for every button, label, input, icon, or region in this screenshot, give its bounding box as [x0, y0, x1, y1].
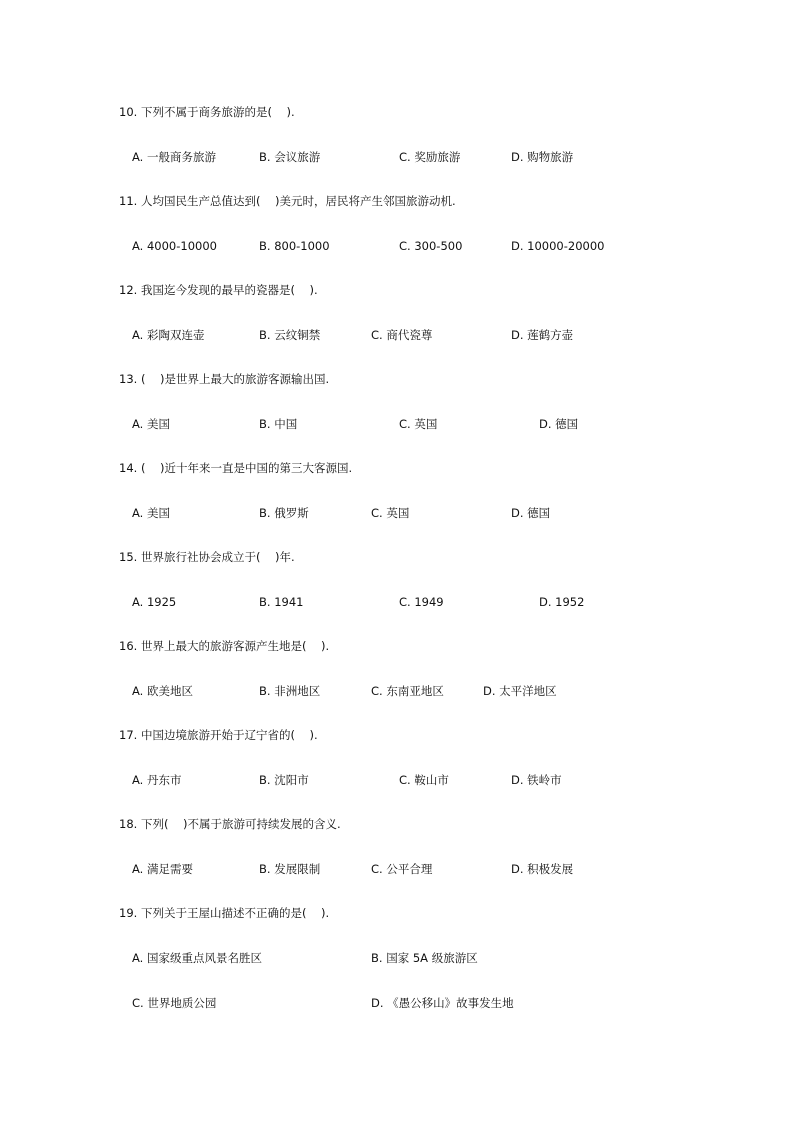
question-19-stem: 19. 下列关于王屋山描述不正确的是( ).	[119, 906, 330, 920]
question-14-option-a: A. 美国	[132, 506, 170, 520]
question-10-option-a: A. 一般商务旅游	[132, 150, 216, 164]
question-11-option-c: C. 300-500	[399, 239, 463, 253]
question-14-option-d: D. 德国	[511, 506, 551, 520]
question-19-option-d: D. 《愚公移山》故事发生地	[371, 996, 514, 1010]
question-14-option-c: C. 英国	[371, 506, 410, 520]
question-16-option-a: A. 欧美地区	[132, 684, 193, 698]
question-17-option-a: A. 丹东市	[132, 773, 182, 787]
question-18-option-a: A. 满足需要	[132, 862, 193, 876]
question-12-option-b: B. 云纹铜禁	[259, 328, 321, 342]
question-13-option-d: D. 德国	[539, 417, 579, 431]
question-17-option-d: D. 铁岭市	[511, 773, 562, 787]
question-12-option-c: C. 商代瓷尊	[371, 328, 433, 342]
question-15-option-d: D. 1952	[539, 595, 585, 609]
question-18-option-c: C. 公平合理	[371, 862, 433, 876]
question-17-option-b: B. 沈阳市	[259, 773, 309, 787]
question-15-stem: 15. 世界旅行社协会成立于( )年.	[119, 550, 295, 564]
question-14-option-b: B. 俄罗斯	[259, 506, 309, 520]
question-14-stem: 14. ( )近十年来一直是中国的第三大客源国.	[119, 461, 353, 475]
question-18-option-b: B. 发展限制	[259, 862, 321, 876]
question-13-option-b: B. 中国	[259, 417, 298, 431]
question-18-stem: 18. 下列( )不属于旅游可持续发展的含义.	[119, 817, 341, 831]
question-10-stem: 10. 下列不属于商务旅游的是( ).	[119, 105, 295, 119]
question-15-option-a: A. 1925	[132, 595, 177, 609]
question-11-stem: 11. 人均国民生产总值达到( )美元时，居民将产生邻国旅游动机.	[119, 194, 456, 208]
question-13-stem: 13. ( )是世界上最大的旅游客源输出国.	[119, 372, 330, 386]
question-10-option-d: D. 购物旅游	[511, 150, 574, 164]
question-10-option-b: B. 会议旅游	[259, 150, 321, 164]
question-19-option-b: B. 国家 5A 级旅游区	[371, 951, 478, 965]
question-17-stem: 17. 中国边境旅游开始于辽宁省的( ).	[119, 728, 318, 742]
question-19-option-a: A. 国家级重点风景名胜区	[132, 951, 262, 965]
question-16-option-c: C. 东南亚地区	[371, 684, 444, 698]
question-16-option-b: B. 非洲地区	[259, 684, 321, 698]
question-13-option-a: A. 美国	[132, 417, 170, 431]
question-11-option-d: D. 10000-20000	[511, 239, 605, 253]
question-10-option-c: C. 奖励旅游	[399, 150, 461, 164]
question-19-option-c: C. 世界地质公园	[132, 996, 217, 1010]
question-16-option-d: D. 太平洋地区	[483, 684, 557, 698]
question-11-option-a: A. 4000-10000	[132, 239, 217, 253]
question-12-stem: 12. 我国迄今发现的最早的瓷器是( ).	[119, 283, 318, 297]
question-15-option-c: C. 1949	[399, 595, 444, 609]
question-12-option-d: D. 莲鹤方壶	[511, 328, 574, 342]
question-15-option-b: B. 1941	[259, 595, 304, 609]
question-17-option-c: C. 鞍山市	[399, 773, 449, 787]
question-11-option-b: B. 800-1000	[259, 239, 330, 253]
question-12-option-a: A. 彩陶双连壶	[132, 328, 205, 342]
question-18-option-d: D. 积极发展	[511, 862, 574, 876]
question-16-stem: 16. 世界上最大的旅游客源产生地是( ).	[119, 639, 330, 653]
question-13-option-c: C. 英国	[399, 417, 438, 431]
